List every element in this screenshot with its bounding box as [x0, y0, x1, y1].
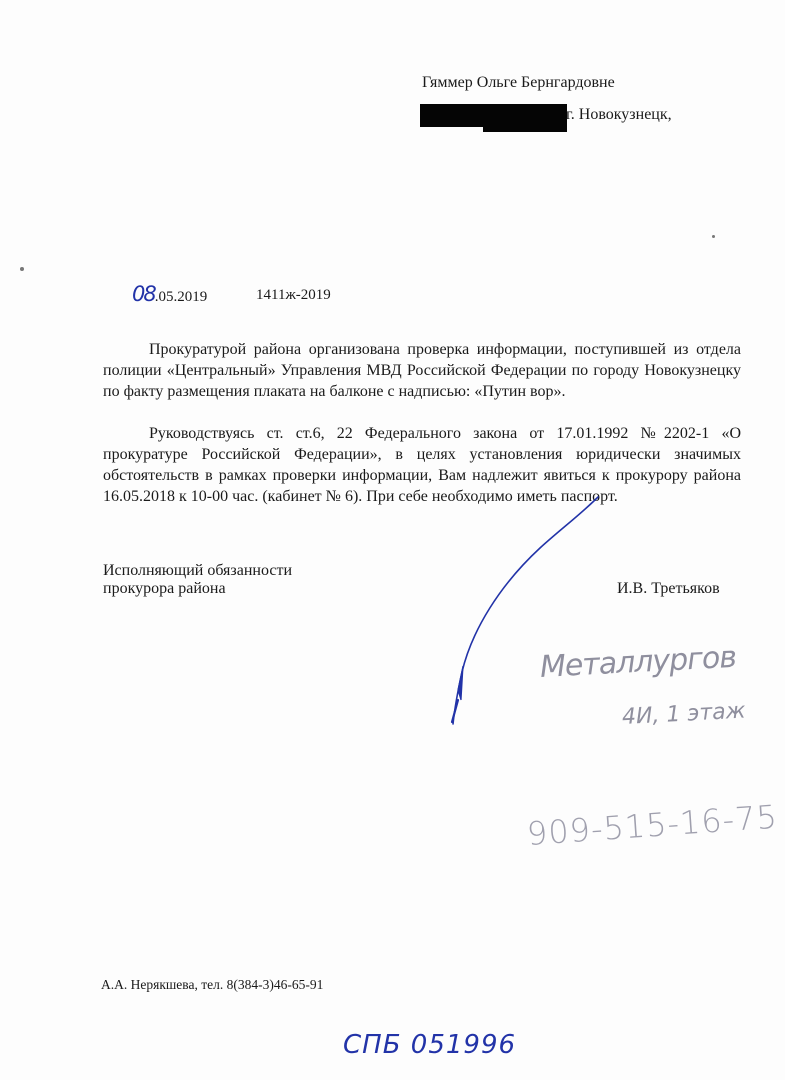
signer-position-line2: прокурора района: [103, 580, 226, 597]
letter-number: 1411ж-2019: [256, 287, 331, 303]
addressee-city: г. Новокузнецк,: [566, 106, 672, 123]
handwritten-note-phone: 909-515-16-75: [525, 797, 779, 853]
signer-position-line1: Исполняющий обязанности: [103, 562, 293, 579]
date-month-year: .05.2019: [154, 289, 208, 305]
handwritten-stamp-number: СПБ 051996: [343, 1030, 517, 1060]
date-day-handwritten: 08: [132, 282, 155, 306]
body-paragraph-2-text: Руководствуясь ст. ст.6, 22 Федерального закона от 17.01.1992 №2202-1 «О прокуратуре Российской Федерации», в целях установления юридически значимых обстоятельств в рамках проверки информации, Вам надлежит явиться к прокурору района 16.05.2018 к 10-00 час. (кабинет № 6). При себе необходимо иметь паспорт.: [103, 425, 741, 505]
addressee-name: Гяммер Ольге Бернгардовне: [422, 74, 615, 91]
executor-contact: А.А. Нерякшева, тел. 8(384-3)46-65-91: [101, 977, 324, 992]
body-paragraph-1-text: Прокуратурой района организована проверка информации, поступившей из отдела полиции «Центральный» Управления МВД Российской Федерации по городу Новокузнецку по факту размещения плаката на балконе с надписью: «Путин вор».: [103, 341, 741, 400]
handwritten-note-building: 4И, 1 этаж: [621, 698, 747, 730]
signer-name: И.В. Третьяков: [617, 580, 720, 597]
handwritten-note-street: Металлургов: [539, 639, 737, 685]
